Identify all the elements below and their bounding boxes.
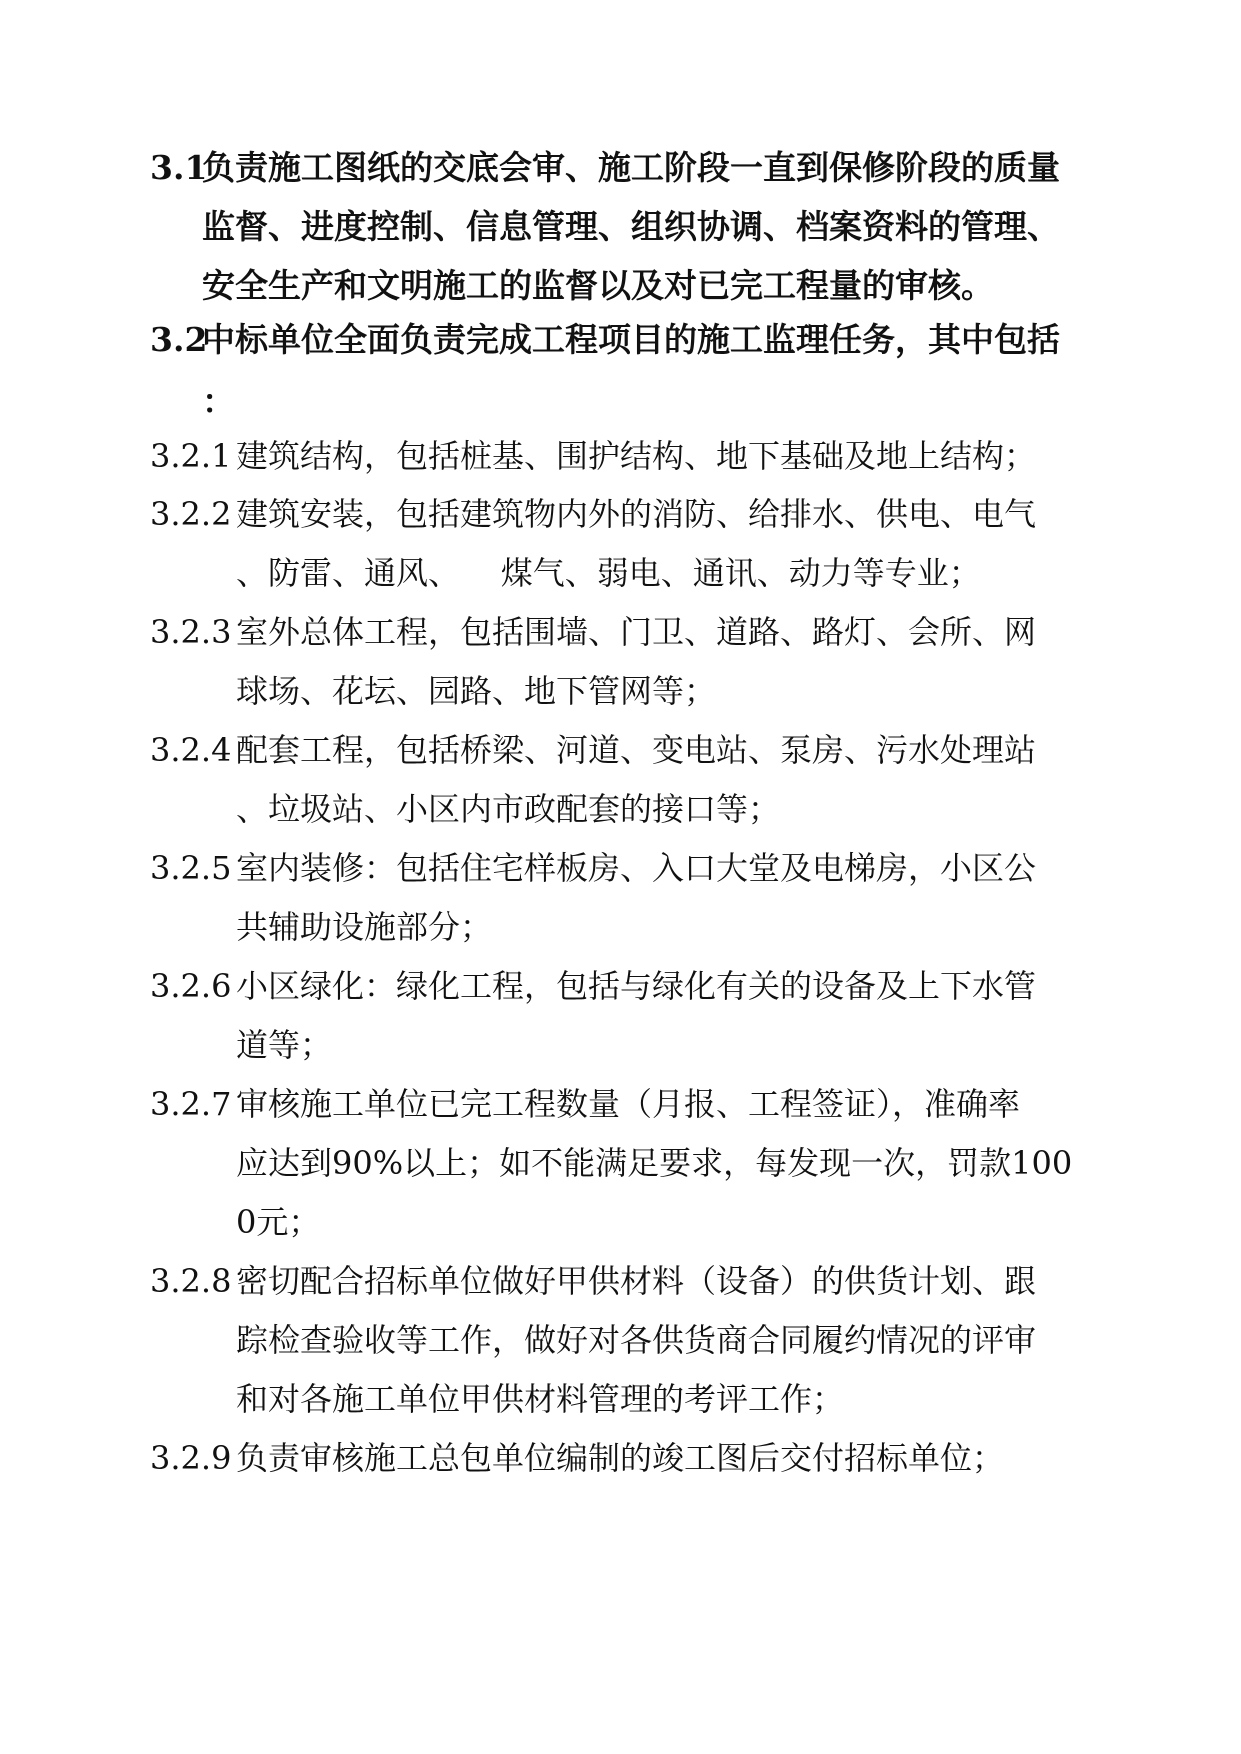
clause-text-line: 密切配合招标单位做好甲供材料（设备）的供货计划、跟 [236,1262,1037,1300]
clause-number: 3.2.9 [150,1439,232,1477]
clause-3-2 [150,320,1090,430]
clause-text-line: 和对各施工单位甲供材料管理的考评工作； [236,1380,845,1418]
clause-3-2-8 [150,1261,1090,1425]
clause-number: 3.2.6 [150,967,232,1005]
clause-text-line: 0元； [236,1203,321,1241]
clause-3-2-9 [150,1438,1090,1482]
clause-text-line: 、垃圾站、小区内市政配套的接口等； [236,790,781,828]
clause-3-2-3 [150,612,1090,716]
clause-text-line: 负责施工图纸的交底会审、施工阶段一直到保修阶段的质量 [202,148,1060,187]
clause-3-2-5 [150,848,1090,952]
clause-text-line: 配套工程，包括桥梁、河道、变电站、泵房、污水处理站 [236,731,1037,769]
clause-text-line: 室内装修：包括住宅样板房、入口大堂及电梯房，小区公 [236,849,1037,887]
clause-number: 3.1 [150,148,208,187]
clause-number: 3.2.4 [150,731,232,769]
clause-text-line: 审核施工单位已完工程数量（月报、工程签证），准确率 [236,1085,1021,1123]
clause-text-line: 球场、花坛、园路、地下管网等； [236,672,717,710]
clause-text-line: 共辅助设施部分； [236,908,493,946]
clause-text-line: 建筑结构，包括桩基、围护结构、地下基础及地上结构； [236,437,1037,475]
clause-text-line: 小区绿化：绿化工程，包括与绿化有关的设备及上下水管 [236,967,1037,1005]
clause-text-line: ： [202,382,235,421]
clause-3-2-6 [150,966,1090,1070]
clause-text-line: 负责审核施工总包单位编制的竣工图后交付招标单位； [236,1439,1005,1477]
clause-text-line: 道等； [236,1026,333,1064]
clause-number: 3.2.5 [150,849,232,887]
clause-3-2-2 [150,494,1090,598]
clause-text-line: 室外总体工程，包括围墙、门卫、道路、路灯、会所、网 [236,613,1037,651]
clause-3-2-1 [150,436,1090,480]
clause-number: 3.2.7 [150,1085,232,1123]
clause-text-line: 踪检查验收等工作，做好对各供货商合同履约情况的评审 [236,1321,1037,1359]
clause-3-1 [150,148,1090,328]
clause-text-line: 建筑安装，包括建筑物内外的消防、给排水、供电、电气 [236,495,1037,533]
clause-number: 3.2 [150,320,208,359]
clause-text-line: 中标单位全面负责完成工程项目的施工监理任务，其中包括 [202,320,1060,359]
clause-number: 3.2.3 [150,613,232,651]
clause-number: 3.2.8 [150,1262,232,1300]
clause-3-2-4 [150,730,1090,834]
clause-3-2-7 [150,1084,1090,1248]
clause-text-line: 安全生产和文明施工的监督以及对已完工程量的审核。 [202,266,994,305]
clause-text-line: 监督、进度控制、信息管理、组织协调、档案资料的管理、 [202,207,1060,246]
clause-text-line: 、防雷、通风、 煤气、弱电、通讯、动力等专业； [236,554,981,592]
clause-number: 3.2.2 [150,495,232,533]
clause-number: 3.2.1 [150,437,232,475]
clause-text-line: 应达到90%以上；如不能满足要求，每发现一次，罚款100 [236,1144,1073,1182]
